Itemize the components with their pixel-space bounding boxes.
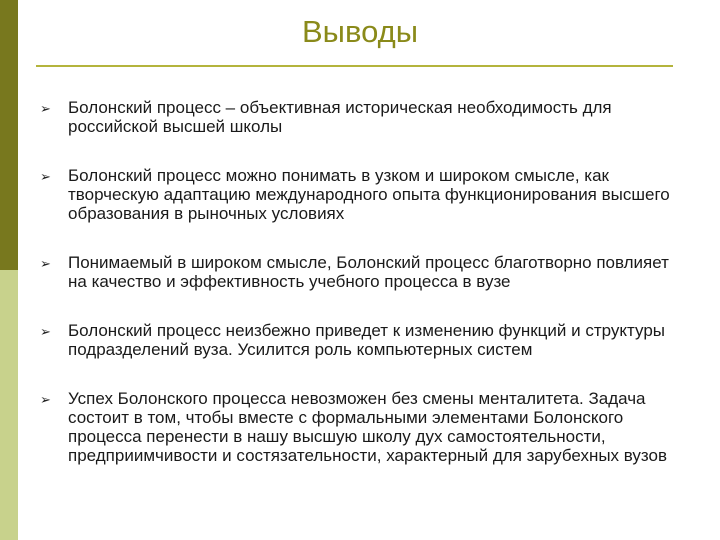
bullet-text: Болонский процесс – объективная историческая необходимость для российской высшей школы [68, 98, 612, 136]
arrowhead-bullet-icon: ➢ [40, 169, 51, 184]
arrowhead-bullet-icon: ➢ [40, 256, 51, 271]
bullet-item [40, 98, 690, 136]
arrowhead-bullet-icon: ➢ [40, 392, 51, 407]
bullet-item [40, 253, 690, 291]
title-underline [36, 65, 673, 67]
bullet-text: Понимаемый в широком смысле, Болонский процесс благотворно повлияет на качество и эффективность учебного процесса в вузе [68, 253, 669, 291]
arrowhead-bullet-icon: ➢ [40, 324, 51, 339]
bullet-list [40, 98, 690, 495]
bullet-text: Болонский процесс можно понимать в узком и широком смысле, как творческую адаптацию международного опыта функционирования высшего образования в рыночных условиях [68, 166, 670, 223]
bullet-item [40, 321, 690, 359]
bullet-text: Болонский процесс неизбежно приведет к изменению функций и структуры подразделений вуза. Усилится роль компьютерных систем [68, 321, 665, 359]
bullet-item [40, 166, 690, 223]
bullet-text: Успех Болонского процесса невозможен без смены менталитета. Задача состоит в том, чтобы вместе с формальными элементами Болонского процесса перенести в нашу высшую школу дух самостоятельности, предприимчивости и состязательности, характерный для зарубехных вузов [68, 389, 668, 465]
side-stripe-dark [0, 0, 18, 270]
arrowhead-bullet-icon: ➢ [40, 101, 51, 116]
side-decoration [0, 0, 18, 540]
bullet-item [40, 389, 690, 465]
slide-title: Выводы [301, 14, 418, 49]
side-stripe-light [0, 270, 18, 540]
